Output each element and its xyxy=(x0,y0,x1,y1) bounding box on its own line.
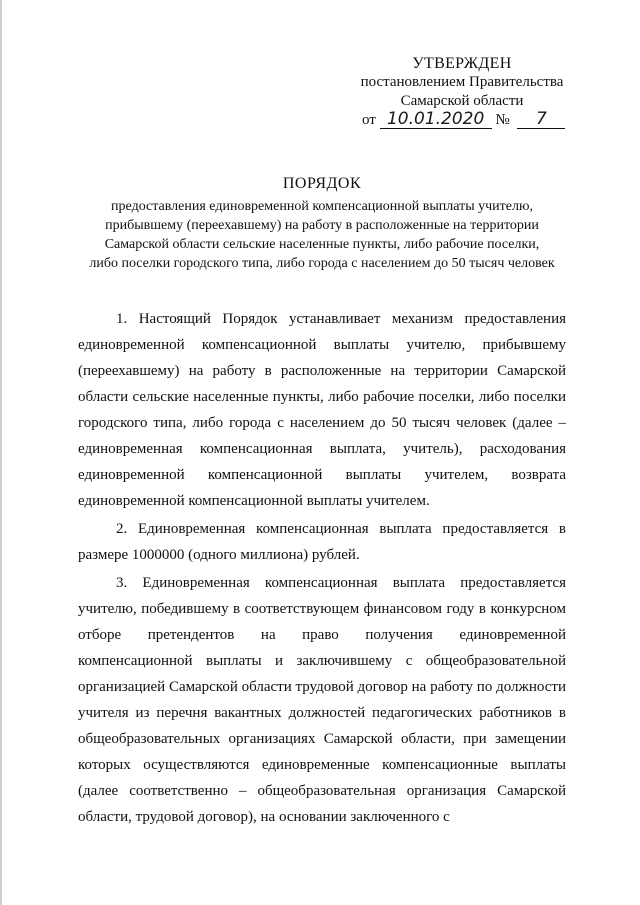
approval-line-1: постановлением Правительства xyxy=(360,74,564,90)
handwritten-number: 7 xyxy=(517,111,565,129)
subtitle-line: предоставления единовременной компенсационной выплаты учителю, xyxy=(111,199,533,214)
approval-line-2: Самарской области xyxy=(400,93,524,109)
number-label: № xyxy=(495,112,510,128)
subtitle-line: Самарской области сельские населенные пункты, либо рабочие поселки, xyxy=(104,237,540,252)
paragraph-2: 2. Единовременная компенсационная выплата предоставляется в размере 1000000 (одного миллиона) рублей. xyxy=(78,521,566,563)
date-prefix: от xyxy=(362,112,376,128)
paragraph-3: 3. Единовременная компенсационная выплата предоставляется учителю, победившему в соответствующем финансовом году в конкурсном отборе претендентов на право получения единовременной компенсационной выплаты и заключившему с общеобразовательной организацией Самарской области трудовой договор на работу по должности учителя из перечня вакантных должностей педагогических работников в общеобразовательных организациях Самарской области, при замещении которых осуществляются единовременные компенсационные выплаты (далее соответственно – общеобразовательная организация Самарской области, трудовой договор), на основании заключенного с xyxy=(78,575,566,825)
subtitle-line: либо поселки городского типа, либо города с населением до 50 тысяч человек xyxy=(89,256,555,271)
document-body xyxy=(78,306,566,832)
document-title: ПОРЯДОК xyxy=(282,175,362,192)
handwritten-date: 10.01.2020 xyxy=(380,111,492,129)
approval-heading: УТВЕРЖДЕН xyxy=(412,55,512,72)
paragraph-1: 1. Настоящий Порядок устанавливает механизм предоставления единовременной компенсационной выплаты учителю, прибывшему (переехавшему) на работу в расположенные на территории Самарской области сельские населенные пункты, либо рабочие поселки, либо поселки городского типа, либо города с населением до 50 тысяч человек (далее – единовременная компенсационная выплата, учитель), расходования единовременной компенсационной выплаты учителем, возврата единовременной компенсационной выплаты учителем. xyxy=(78,311,566,509)
document-subtitle xyxy=(57,197,587,273)
subtitle-line: прибывшему (переехавшему) на работу в расположенные на территории xyxy=(105,218,539,233)
approval-block xyxy=(342,54,582,130)
approval-date-line xyxy=(342,111,582,130)
